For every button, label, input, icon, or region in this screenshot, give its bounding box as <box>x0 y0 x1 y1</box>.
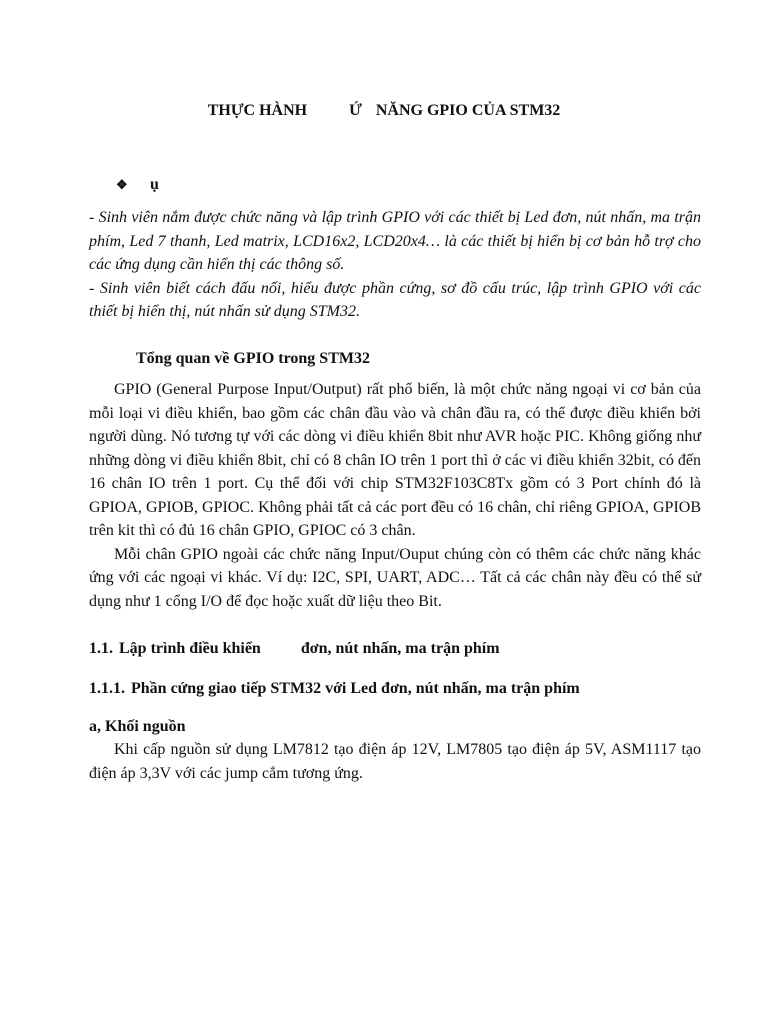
power-section-heading: a, Khối nguồn <box>89 718 186 735</box>
document-title <box>0 100 768 122</box>
title-part-1: THỰC HÀNH <box>207 102 308 119</box>
section-1-1-1-heading <box>89 678 580 700</box>
objective-item-2: - Sinh viên biết cách đấu nối, hiểu được phần cứng, sơ đồ cấu trúc, lập trình GPIO với các thiết bị hiển thị, nút nhấn sử dụng STM32. <box>89 279 701 320</box>
power-section-text: Khi cấp nguồn sử dụng LM7812 tạo điện áp 12V, LM7805 tạo điện áp 5V, ASM1117 tạo điện áp 3,3V với các jump cắm tương ứng. <box>89 741 701 782</box>
section-1-1-title-part-2: đơn, nút nhấn, ma trận phím <box>300 640 500 657</box>
power-section-body <box>89 738 701 786</box>
section-1-1-number: 1.1. <box>89 640 113 657</box>
overview-body <box>89 378 701 613</box>
objective-label: ụ <box>150 176 159 193</box>
title-part-3: NĂNG GPIO CỦA STM32 <box>375 102 561 119</box>
overview-paragraph-1: GPIO (General Purpose Input/Output) rất phổ biến, là một chức năng ngoại vi cơ bản của mỗi loại vi điều khiển, bao gồm các chân đầu vào và chân đầu ra, có thể được điều khiển bởi người dùng. Nó tương tự với các dòng vi điều khiển 8bit như AVR hoặc PIC. Không giống như những dòng vi điều khiển 8bit, chỉ có 8 chân IO trên 1 port thì ở các vi điều khiển 32bit, có đến 16 chân IO trên 1 port. Cụ thể đối với chip STM32F103C8Tx gồm có 3 Port chính đó là GPIOA, GPIOB, GPIOC. Không phải tất cả các port đều có 16 chân, chỉ riêng GPIOA, GPIOB trên kit thì có đủ 16 chân GPIO, GPIOC có 3 chân. <box>89 381 701 539</box>
objective-heading <box>116 174 159 196</box>
diamond-bullet-icon: ❖ <box>116 177 128 192</box>
objective-list <box>89 206 701 324</box>
overview-paragraph-2: Mỗi chân GPIO ngoài các chức năng Input/Ouput chúng còn có thêm các chức năng khác ứng với các ngoại vi khác. Ví dụ: I2C, SPI, UART, ADC… Tất cả các chân này đều có thể sử dụng như 1 cổng I/O để đọc hoặc xuất dữ liệu theo Bit. <box>89 545 701 610</box>
section-1-1-1-number: 1.1.1. <box>89 680 125 697</box>
section-1-1-title-part-1: Lập trình điều khiển <box>119 640 261 657</box>
overview-heading: Tổng quan về GPIO trong STM32 <box>136 350 370 367</box>
section-1-1-1-title: Phần cứng giao tiếp STM32 với Led đơn, nút nhấn, ma trận phím <box>131 680 580 697</box>
section-1-1-heading <box>89 638 500 660</box>
title-part-2: Ứ <box>349 102 362 119</box>
objective-item-1: - Sinh viên nắm được chức năng và lập trình GPIO với các thiết bị Led đơn, nút nhấn, ma trận phím, Led 7 thanh, Led matrix, LCD16x2, LCD20x4… là các thiết bị hiển bị cơ bản hỗ trợ cho các ứng dụng cần hiển thị các thông số. <box>89 209 701 273</box>
